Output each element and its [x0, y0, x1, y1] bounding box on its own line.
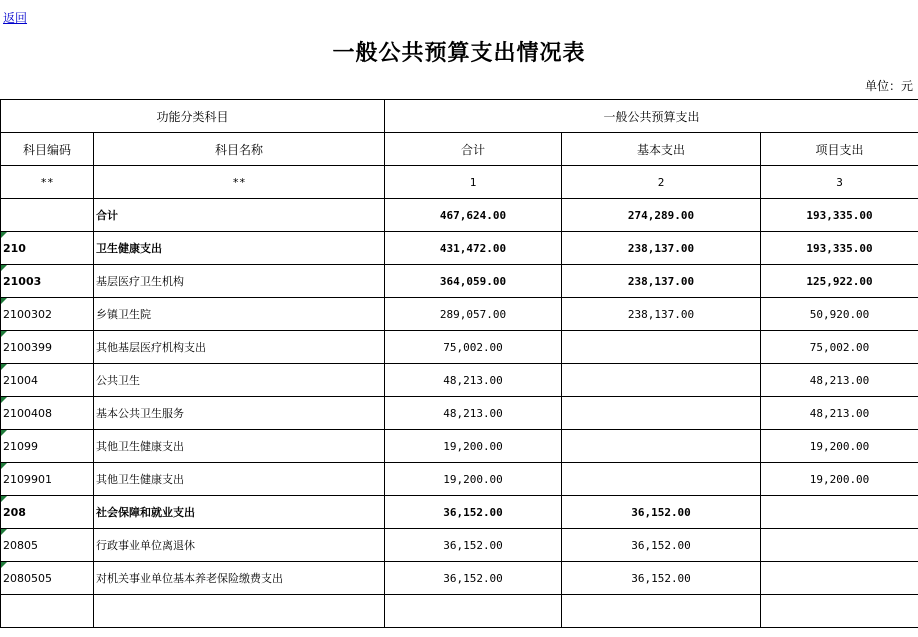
basic-cell: 36,152.00	[562, 529, 761, 562]
basic-cell: 36,152.00	[562, 562, 761, 595]
index-cell: **	[1, 166, 94, 199]
col-header-total: 合计	[385, 133, 562, 166]
total-cell: 19,200.00	[385, 430, 562, 463]
empty-cell	[761, 595, 918, 628]
project-cell: 50,920.00	[761, 298, 918, 331]
col-header-code: 科目编码	[1, 133, 94, 166]
basic-cell: 238,137.00	[562, 298, 761, 331]
code-cell: 2100302	[1, 298, 94, 331]
total-cell: 431,472.00	[385, 232, 562, 265]
table-row	[1, 463, 918, 496]
project-cell: 193,335.00	[761, 232, 918, 265]
unit-label: 单位：元	[864, 79, 913, 93]
code-cell: 208	[1, 496, 94, 529]
header-group-row	[1, 100, 918, 133]
name-cell: 对机关事业单位基本养老保险缴费支出	[94, 562, 385, 595]
index-cell: 2	[562, 166, 761, 199]
code-cell: 210	[1, 232, 94, 265]
code-cell: 21003	[1, 265, 94, 298]
total-cell: 36,152.00	[385, 562, 562, 595]
project-cell	[761, 562, 918, 595]
project-cell	[761, 496, 918, 529]
index-cell: **	[94, 166, 385, 199]
empty-row	[1, 595, 918, 628]
total-cell: 48,213.00	[385, 364, 562, 397]
code-cell: 2109901	[1, 463, 94, 496]
budget-table	[0, 99, 918, 628]
name-cell: 社会保障和就业支出	[94, 496, 385, 529]
project-cell	[761, 529, 918, 562]
total-cell: 36,152.00	[385, 529, 562, 562]
header-column-row	[1, 133, 918, 166]
name-cell: 合计	[94, 199, 385, 232]
basic-cell	[562, 397, 761, 430]
code-cell: 2100399	[1, 331, 94, 364]
col-header-basic: 基本支出	[562, 133, 761, 166]
total-cell: 48,213.00	[385, 397, 562, 430]
basic-cell	[562, 364, 761, 397]
name-cell: 乡镇卫生院	[94, 298, 385, 331]
basic-cell	[562, 463, 761, 496]
name-cell: 卫生健康支出	[94, 232, 385, 265]
project-cell: 193,335.00	[761, 199, 918, 232]
code-cell: 20805	[1, 529, 94, 562]
empty-cell	[385, 595, 562, 628]
basic-cell	[562, 331, 761, 364]
name-cell: 其他卫生健康支出	[94, 430, 385, 463]
index-cell: 1	[385, 166, 562, 199]
total-cell: 364,059.00	[385, 265, 562, 298]
basic-cell: 274,289.00	[562, 199, 761, 232]
basic-cell: 238,137.00	[562, 232, 761, 265]
project-cell: 75,002.00	[761, 331, 918, 364]
code-cell: 21004	[1, 364, 94, 397]
project-cell: 19,200.00	[761, 463, 918, 496]
index-cell: 3	[761, 166, 918, 199]
project-cell: 48,213.00	[761, 364, 918, 397]
table-row	[1, 331, 918, 364]
name-cell: 其他卫生健康支出	[94, 463, 385, 496]
project-cell: 125,922.00	[761, 265, 918, 298]
name-cell: 公共卫生	[94, 364, 385, 397]
table-row	[1, 364, 918, 397]
table-row	[1, 199, 918, 232]
total-cell: 467,624.00	[385, 199, 562, 232]
table-row	[1, 562, 918, 595]
total-cell: 289,057.00	[385, 298, 562, 331]
table-row	[1, 496, 918, 529]
group-header-function: 功能分类科目	[1, 100, 385, 133]
index-row	[1, 166, 918, 199]
table-row	[1, 298, 918, 331]
code-cell: 2100408	[1, 397, 94, 430]
code-cell	[1, 199, 94, 232]
back-link[interactable]: 返回	[3, 11, 28, 25]
empty-cell	[1, 595, 94, 628]
total-cell: 75,002.00	[385, 331, 562, 364]
project-cell: 19,200.00	[761, 430, 918, 463]
name-cell: 基层医疗卫生机构	[94, 265, 385, 298]
basic-cell	[562, 430, 761, 463]
table-row	[1, 529, 918, 562]
code-cell: 2080505	[1, 562, 94, 595]
total-cell: 36,152.00	[385, 496, 562, 529]
table-row	[1, 430, 918, 463]
page-title: 一般公共预算支出情况表	[332, 40, 586, 66]
table-row	[1, 232, 918, 265]
col-header-project: 项目支出	[761, 133, 918, 166]
total-cell: 19,200.00	[385, 463, 562, 496]
empty-cell	[562, 595, 761, 628]
empty-cell	[94, 595, 385, 628]
basic-cell: 238,137.00	[562, 265, 761, 298]
code-cell: 21099	[1, 430, 94, 463]
name-cell: 行政事业单位离退休	[94, 529, 385, 562]
name-cell: 其他基层医疗机构支出	[94, 331, 385, 364]
name-cell: 基本公共卫生服务	[94, 397, 385, 430]
col-header-name: 科目名称	[94, 133, 385, 166]
project-cell: 48,213.00	[761, 397, 918, 430]
table-row	[1, 265, 918, 298]
group-header-expenditure: 一般公共预算支出	[385, 100, 918, 133]
basic-cell: 36,152.00	[562, 496, 761, 529]
table-row	[1, 397, 918, 430]
